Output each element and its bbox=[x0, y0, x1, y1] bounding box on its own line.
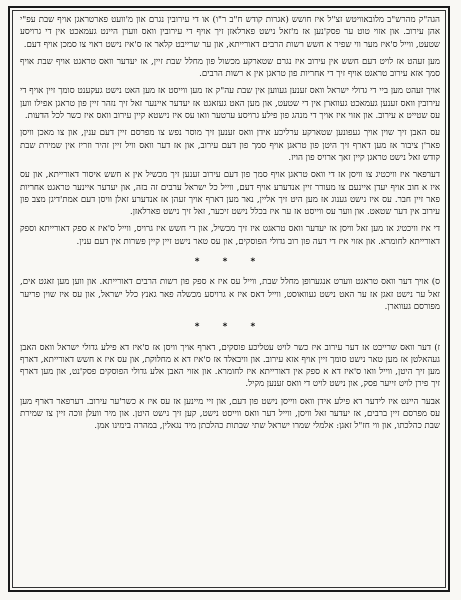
paragraph-3: אויך זעהט מען ביי די גדולי ישראל וואס זענען געווען אין שבת עה"ק אז מען ווייסט אז מען האט נישט געקענט סומך זיין אויף די עירובין וואס זענען געמאכט געווארן אין די שטעט, און מען האט געזאגט אז יעדער איינער זאל זיך נזהר זיין פון טראגן אפילו ווען עס שטייט א עירוב. און אזוי איז אויך די מנהג פון פילע גרויסע ערטער וואו עס איז נישטא קיין עירוב וואס איז כשר לכל הדעות. bbox=[20, 86, 440, 122]
paragraph-4: עס האבן זיך שוין אויך געפונען שטארקע ערליכע אידן וואס זענען זיך מוסר נפש צו מפרסם זיין דעם ענין, און צו מאכן וויסן פאר'ן ציבור אז מען דארף זיך היטן פון טראגן אויף סמך פון דעם עירוב, און אז דער וואס וויל זיין זהיר וזריז אין שמירת שבת קודש זאל נישט טראגן קיין זאך ארויס פון הויז. bbox=[20, 128, 440, 163]
document-body bbox=[20, 14, 440, 584]
section-separator-2: * * * bbox=[194, 322, 266, 333]
paragraph-9: אבער היינט איז לידער דא פילע אידן וואס ווייסן נישט פון דעם, און זיי מיינען אז עס איז א כשר'ער עירוב. דערפאר דארף מען עס מפרסם זיין ברבים, אז יעדער זאל וויסן, ווייל דער וואס ווייסט נישט, קען זיך נישט היטן. און מיר וועלן זוכה זיין צו שמירת שבת כהלכתו, און ווי חז"ל זאגן: אלמלי שמרו ישראל שתי שבתות כהלכתן מיד נגאלין, במהרה בימינו אמן. bbox=[20, 396, 440, 432]
paragraph-2: מען זעהט אז לויט דעם חשש אין עירוב איז נגרם שטארקע מכשול פון מחלל שבת זיין, אז יעדער וואס טראגט אויף שבת אויף סמך אזא עירוב טראגט אויף זיך די אחריות פון טראגן אין א רשות הרבים. bbox=[20, 56, 440, 80]
paragraph-5: דערפאר איז וויכטיג צו וויסן אז די וואס טראגן אויף סמך פון דעם עירוב זענען זיך מכשיל אין א חשש איסור דאורייתא, און עס איז א חוב אויף יעדן איינעם צו מעורר זיין אנדערע אויף דעם, ווייל כל ישראל ערבים זה בזה, און יעדער איינער טראגט אחריות פאר זיין חבר. עס איז נישט גענוג אז מען היט זיך אליין, נאר מען דארף אויך זעהן אז אנדערע זאלן וויסן דעם אמת'דיגן מצב פון עירוב אין דער שטאט. און ווער עס ווייסט אז ער איז בכלל נישט זיכער, זאל זיך נישט פארלאזן. bbox=[20, 170, 440, 218]
paragraph-1: הגה"ק מהרש"ב מלובאוויטש זצ"ל איז חושש (אגרות קודש ח"ב ר"ו) או די עירובין נגרם און מ'וועט פארטראגן אויף שבת עפ"י אהן עירוב. און אזוי טוט ער פסק'נען אז מ'זאל נישט פארלאזן זיך אויף די עירובין וואס ווערן היינט געמאכט אין די גרויסע שטעט, ווייל ס'איז מער ווי שפיר א חשש רשות הרבים דאורייתא, און ער שרייבט קלאר אז ס'איז נישט ראוי צו סמכן אויף דעם. bbox=[20, 15, 440, 50]
paragraph-6: די איז וויכטיג אז מען זאל וויסן אז יעדער וואס טראגט איז זיך מכשיל, און די חשש איז גרויס, ווייל ס'איז א ספק דאורייתא וספק דאורייתא לחומרא. און אזוי איז די דעה פון רוב גדולי הפוסקים, און עס טאר נישט זיין קיין פשרות אין דעם ענין. bbox=[20, 224, 440, 247]
paragraph-8: ז) דער וואס שרייבט אז דער עירוב איז כשר לויט עטליכע פוסקים, דארף אויך וויסן אז ס'איז דא פילע גדולי ישראל וואס האבן געהאלטן אז מען טאר נישט סומך זיין אויף אזא עירוב. און וויבאלד אז ס'איז דא א מחלוקת, און עס איז א חשש דאורייתא, דארף מען זיך היטן, ווייל וואו ס'איז דא א ספק אין דאורייתא איז לחומרא. און אזוי האבן אלע גדולי הפוסקים פסק'נט, און מען דארף זיך פירן לויט זייער פסק, און נישט לויט די וואס זענען מקיל. bbox=[20, 342, 440, 390]
section-separator-1: * * * bbox=[194, 257, 266, 268]
paragraph-7: ס) אויך דער וואס טראגט ווערט אנגערופן מחלל שבת, ווייל עס איז א ספק פון רשות הרבים דאורייתא. און ווען מען זאגט אים, זאל ער נישט זאגן אז ער האט נישט געוואוסט, ווייל דאס איז א גרויסע מכשלה פאר גאנץ כלל ישראל, און עס איז שוין פריער מפורסם געווארן. bbox=[20, 277, 440, 312]
